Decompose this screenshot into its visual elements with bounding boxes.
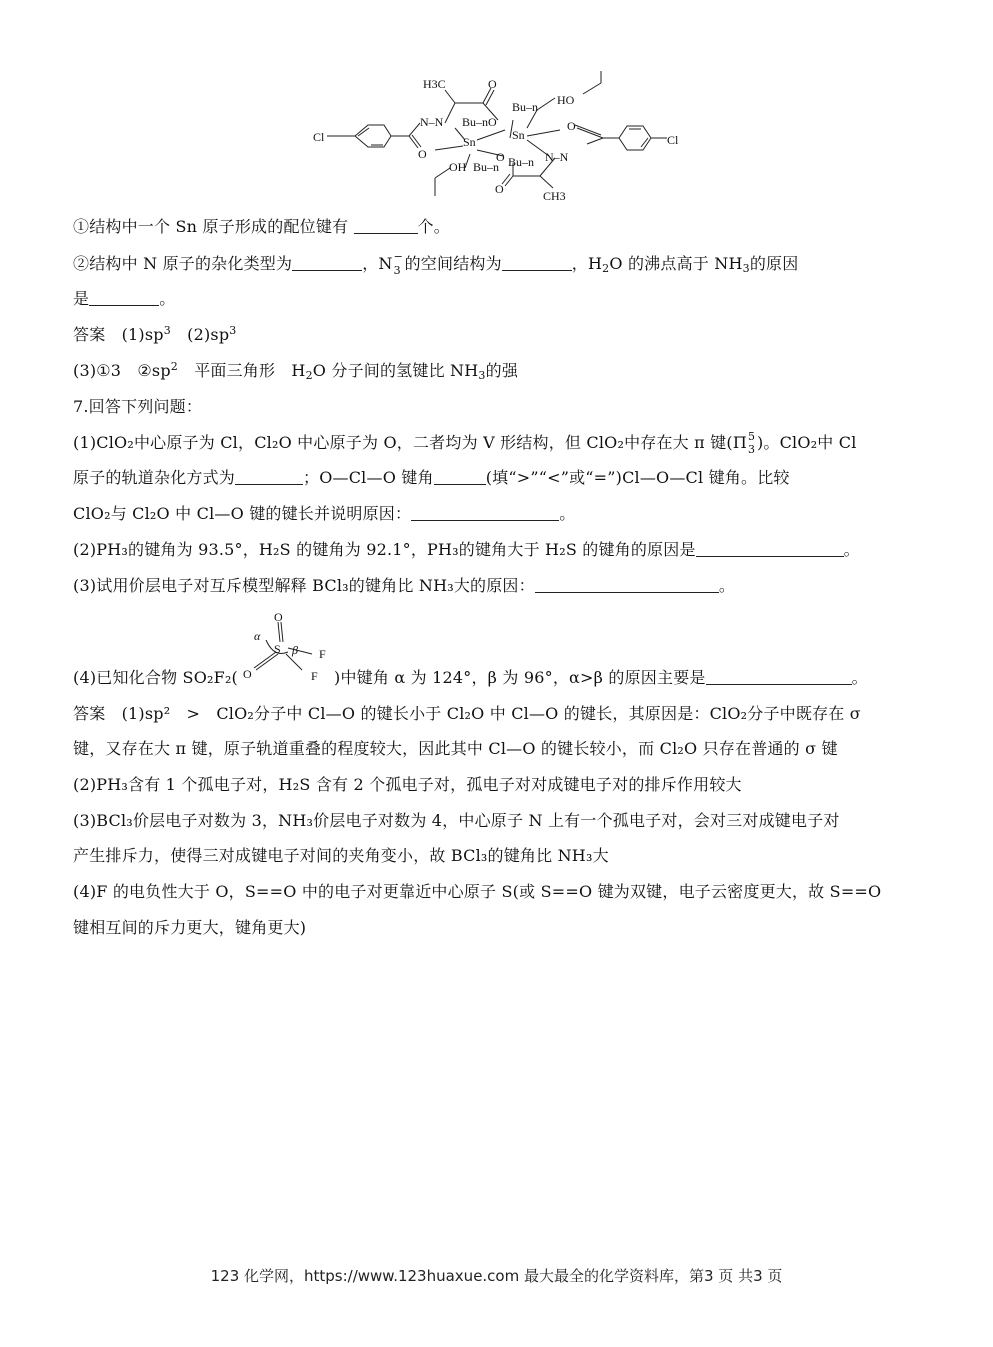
so2f2-s: S xyxy=(274,642,281,656)
page-footer: 123 化学网，https://www.123huaxue.com 最大最全的化学资料库，第3 页 共3 页 xyxy=(210,1267,783,1285)
q7-part1-line3: ClO₂与 Cl₂O 中 Cl—O 键的键长并说明原因： 。 xyxy=(73,504,576,523)
label-o-left: O xyxy=(418,147,427,161)
q7-answer-line4: (3)BCl₃价层电子对数为 3，NH₃价层电子对数为 4，中心原子 N 上有一个孤电子对，会对三对成键电子对 xyxy=(73,811,840,830)
q6-answer-1: 答案 $(1)sp^3$ $(2)sp^3$ xyxy=(73,324,237,344)
label-cl-left: Cl xyxy=(313,130,325,144)
q7-answer-line1: 答案 (1)sp² > ClO₂分子中 Cl—O 的键长小于 Cl₂O 中 Cl—O 的键长，其原因是：ClO₂分子中既存在 σ xyxy=(73,704,861,723)
so2f2-o-left: O xyxy=(243,667,252,681)
label-bu-low: Bu–n xyxy=(473,160,500,174)
q7-part4: (4)已知化合物 SO₂F₂( )中键角 α 为 124°，β 为 96°，α>β 的原因主要是 。 xyxy=(73,668,868,687)
answer-blank[interactable] xyxy=(535,578,719,593)
label-h3c: H3C xyxy=(423,77,446,91)
label-o-right: O xyxy=(567,119,576,133)
q7-part1-line1: (1)ClO₂中心原子为 Cl，Cl₂O 中心原子为 O，二者均为 V 形结构，但 ClO₂中存在大 π 键(Π 5 3 )。ClO₂中 Cl xyxy=(73,430,857,456)
answer-blank[interactable] xyxy=(434,470,486,485)
answer-blank[interactable] xyxy=(696,542,844,557)
q6-answer-2: (3)①3 $②sp^2$ 平面三角形 $H_2O$ 分子间的氢键比 $NH_3$的强 xyxy=(73,360,519,382)
label-o-top: O xyxy=(488,77,497,91)
q6-part2-cont: 是 。 xyxy=(73,289,176,308)
so2f2-f2: F xyxy=(311,669,318,683)
answer-blank[interactable] xyxy=(235,470,303,485)
q7-part1-line2: 原子的轨道杂化方式为 ；O—Cl—O 键角 (填“>”“<”或“=”)Cl—O—Cl 键角。比较 xyxy=(73,468,790,487)
q7-answer-line3: (2)PH₃含有 1 个孤电子对，H₂S 含有 2 个孤电子对，孤电子对对成键电子对的排斥作用较大 xyxy=(73,775,742,794)
q7-answer-line6: (4)F 的电负性大于 O，S==O 中的电子对更靠近中心原子 S(或 S==O 键为双键，电子云密度更大，故 S==O xyxy=(73,882,882,901)
q6-part1: ①结构中一个 Sn 原子形成的配位键有 个。 xyxy=(73,217,450,236)
so2f2-f1: F xyxy=(319,647,326,661)
q7-part2: (2)PH₃的键角为 93.5°，H₂S 的键角为 92.1°，PH₃的键角大于 H₂S 的键角的原因是 。 xyxy=(73,540,860,559)
q6-part2: ②结构中 N 原子的杂化类型为 ，N − 3 的空间结构为 ，$H_2O$ 的沸点高于 $NH_3$的原因 xyxy=(73,250,799,277)
so2f2-o-top: O xyxy=(274,610,283,624)
q7-part3: (3)试用价层电子对互斥模型解释 BCl₃的键角比 NH₃大的原因： 。 xyxy=(73,576,736,595)
q7-answer-line7: 键相互间的斥力更大，键角更大) xyxy=(73,918,307,937)
answer-blank[interactable] xyxy=(502,256,572,271)
answer-blank[interactable] xyxy=(89,291,159,306)
answer-blank[interactable] xyxy=(292,256,362,271)
q7-title: 7.回答下列问题： xyxy=(73,397,203,416)
label-o-mid: O xyxy=(496,150,505,164)
q7-answer-line5: 产生排斥力，使得三对成键电子对间的夹角变小，故 BCl₃的键角比 NH₃大 xyxy=(73,846,609,865)
answer-blank[interactable] xyxy=(354,219,418,234)
label-nn-left: N–N xyxy=(420,115,444,129)
label-sn-1: Sn xyxy=(463,135,476,149)
so2f2-beta: β xyxy=(292,643,298,657)
answer-blank[interactable] xyxy=(411,506,559,521)
q7-answer-line2: 键，又存在大 π 键，原子轨道重叠的程度较大，因此其中 Cl—O 的键长较小，而 Cl₂O 只存在普通的 σ 键 xyxy=(73,739,838,758)
sn-complex-structure xyxy=(305,68,695,206)
so2f2-alpha: α xyxy=(254,629,261,643)
label-ho: HO xyxy=(557,93,575,107)
label-nn-right: N–N xyxy=(545,150,569,164)
label-ch3: CH3 xyxy=(543,189,566,203)
label-cl-right: Cl xyxy=(667,133,679,147)
label-o-bottom: O xyxy=(495,182,504,196)
label-bu-low-2: Bu–n xyxy=(508,155,535,169)
label-sn-2: Sn xyxy=(512,128,525,142)
label-bu-mid-left: Bu–nO xyxy=(462,115,497,129)
label-oh: OH xyxy=(449,160,467,174)
answer-blank[interactable] xyxy=(706,670,852,685)
label-bu-top: Bu–n xyxy=(512,100,539,114)
